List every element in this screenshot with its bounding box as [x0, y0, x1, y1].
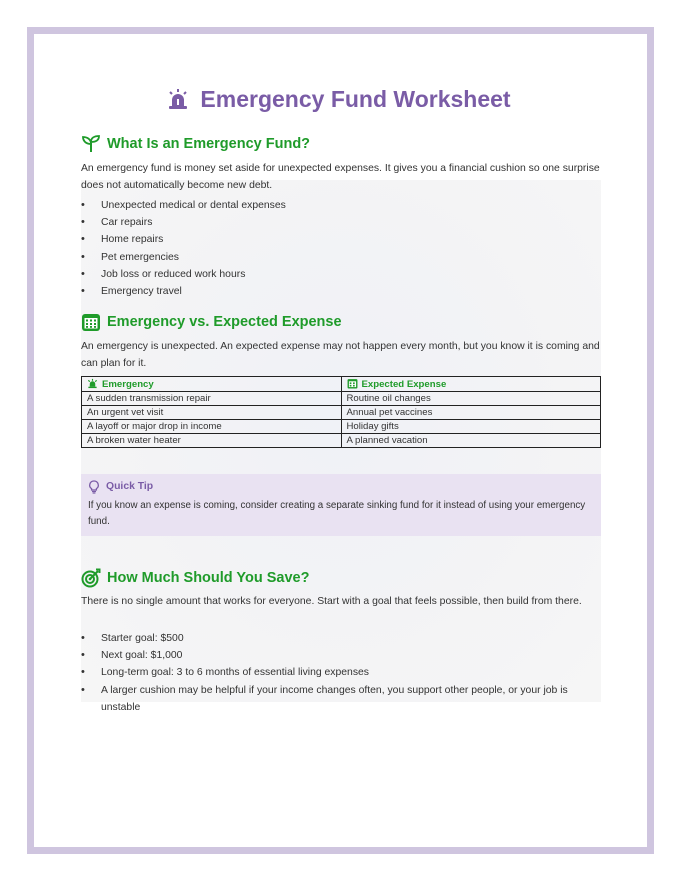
list-item: • Pet emergencies — [81, 249, 601, 266]
section-heading-text: What Is an Emergency Fund? — [107, 136, 311, 152]
table-cell: A layoff or major drop in income — [82, 420, 342, 434]
quick-tip-text: If you know an expense is coming, consider creating a separate sinking fund for it instead of using your emergency fund. — [88, 500, 586, 527]
list-item: • Next goal: $1,000 — [81, 647, 601, 664]
bullet-list-goals — [81, 630, 601, 716]
table-cell: Routine oil changes — [341, 392, 601, 406]
siren-icon — [87, 378, 98, 389]
list-item: • Starter goal: $500 — [81, 630, 601, 647]
comparison-table — [81, 376, 601, 448]
calendar-icon — [347, 378, 358, 389]
lightbulb-icon — [88, 480, 100, 494]
section-heading-vs — [81, 312, 342, 332]
table-cell: A broken water heater — [82, 434, 342, 448]
quick-tip-heading: Quick Tip — [88, 478, 594, 495]
table-cell: Holiday gifts — [341, 420, 601, 434]
table-row — [82, 392, 601, 406]
list-item: • Unexpected medical or dental expenses — [81, 197, 601, 214]
section-heading-text: How Much Should You Save? — [107, 570, 310, 586]
page-title — [0, 86, 677, 113]
table-row — [82, 406, 601, 420]
table-row — [82, 434, 601, 448]
section-paragraph: An emergency is unexpected. An expected expense may not happen every month, but you know it is coming and can plan for it. — [81, 341, 600, 369]
bullet-list-emergencies — [81, 197, 601, 300]
table-cell: Annual pet vaccines — [341, 406, 601, 420]
column-header-emergency: Emergency — [82, 377, 342, 392]
page-title-text: Emergency Fund Worksheet — [200, 86, 511, 112]
calendar-grid-icon — [81, 312, 101, 332]
target-icon — [81, 568, 101, 588]
table-cell: An urgent vet visit — [82, 406, 342, 420]
section-heading-what-is — [81, 134, 310, 154]
siren-icon — [166, 87, 190, 111]
list-item: • Job loss or reduced work hours — [81, 266, 601, 283]
table-header-row — [82, 377, 601, 392]
table-cell: A sudden transmission repair — [82, 392, 342, 406]
quick-tip-box — [81, 474, 601, 536]
section-heading-text: Emergency vs. Expected Expense — [107, 314, 342, 330]
list-item: • A larger cushion may be helpful if your income changes often, you support other people, or your job is unstable — [81, 682, 601, 716]
table-row — [82, 420, 601, 434]
column-header-expected: Expected Expense — [341, 377, 601, 392]
seedling-icon — [81, 134, 101, 154]
list-item: • Long-term goal: 3 to 6 months of essential living expenses — [81, 664, 601, 681]
list-item: • Car repairs — [81, 214, 601, 231]
table-cell: A planned vacation — [341, 434, 601, 448]
section-heading-how-much — [81, 568, 309, 588]
section-paragraph: There is no single amount that works for everyone. Start with a goal that feels possible, then build from there. — [81, 596, 582, 607]
section-paragraph: An emergency fund is money set aside for unexpected expenses. It gives you a financial cushion so one surprise does not automatically become new debt. — [81, 163, 600, 191]
list-item: • Home repairs — [81, 231, 601, 248]
list-item: • Emergency travel — [81, 283, 601, 300]
